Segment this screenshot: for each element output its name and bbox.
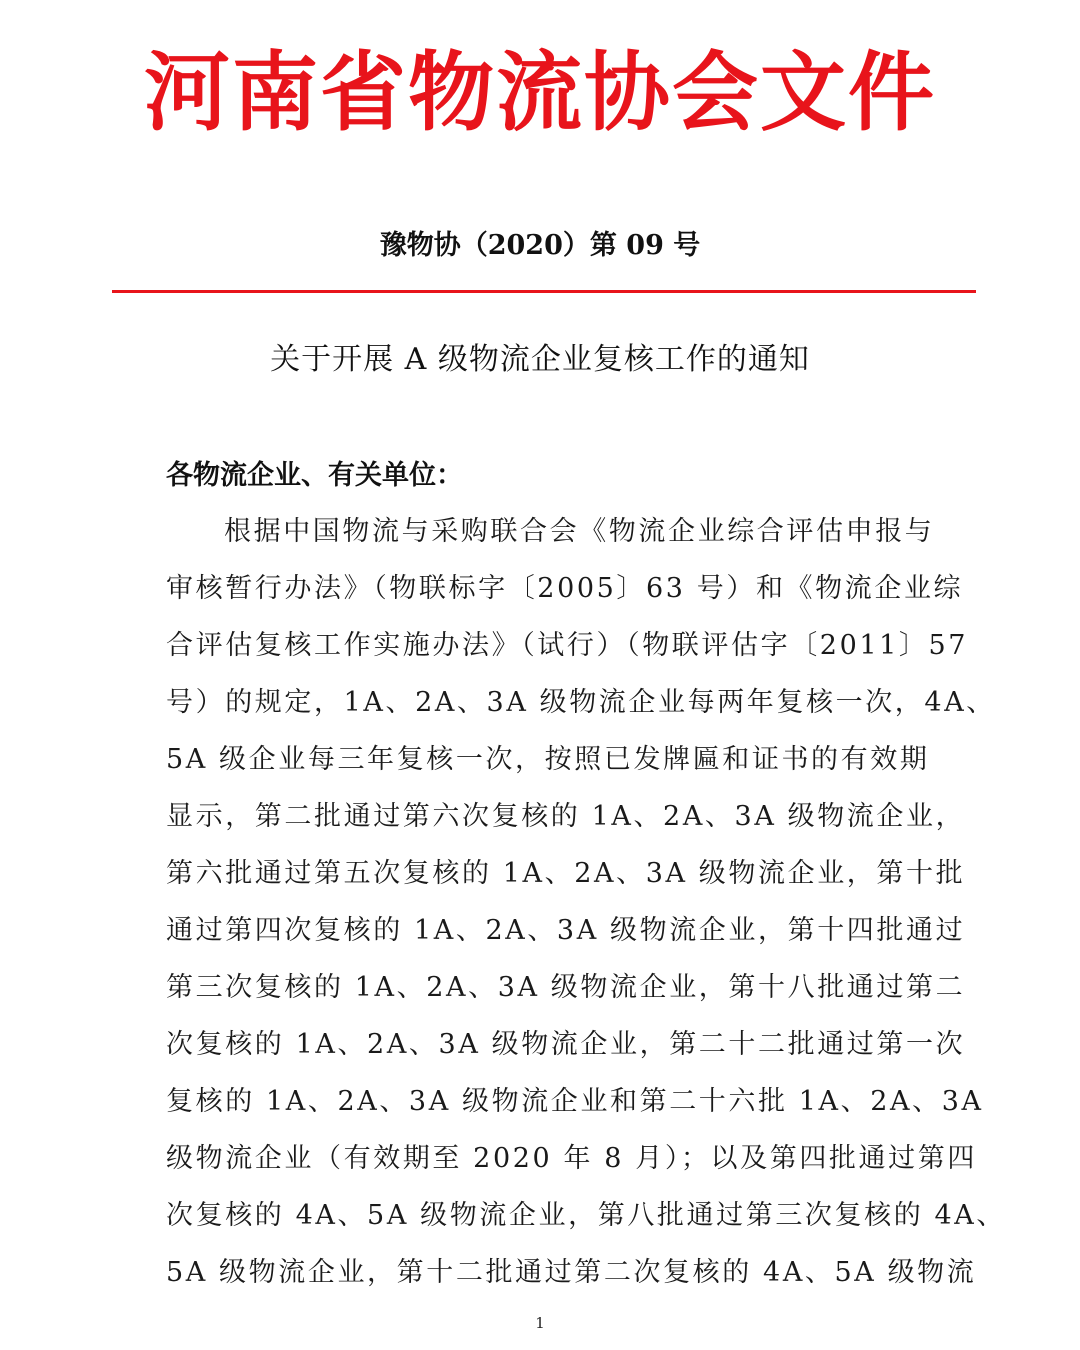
body-line: 5A 级物流企业，第十二批通过第二次复核的 4A、5A 级物流 [166,1257,977,1288]
body-line: 第六批通过第五次复核的 1A、2A、3A 级物流企业，第十批 [166,858,966,889]
body-line: 根据中国物流与采购联合会《物流企业综合评估申报与 [224,516,935,547]
body-line: 第三次复核的 1A、2A、3A 级物流企业，第十八批通过第二 [166,972,966,1003]
body-line: 审核暂行办法》（物联标字〔2005〕63 号）和《物流企业综 [166,573,964,604]
body-line: 次复核的 4A、5A 级物流企业，第八批通过第三次复核的 4A、 [166,1200,1006,1231]
body-line: 复核的 1A、2A、3A 级物流企业和第二十六批 1A、2A、3A [166,1086,984,1117]
salutation: 各物流企业、有关单位： [166,460,463,491]
masthead-title: 河南省物流协会文件 [144,42,936,143]
body-line: 5A 级企业每三年复核一次，按照已发牌匾和证书的有效期 [166,744,930,775]
body-line: 级物流企业（有效期至 2020 年 8 月）；以及第四批通过第四 [166,1143,977,1174]
page-number: 1 [535,1314,545,1332]
body-text [166,510,1006,1308]
body-line: 通过第四次复核的 1A、2A、3A 级物流企业，第十四批通过 [166,915,966,946]
body-line: 号）的规定，1A、2A、3A 级物流企业每两年复核一次，4A、 [166,687,996,718]
red-divider-line [112,290,976,293]
notice-title: 关于开展 A 级物流企业复核工作的通知 [270,342,810,377]
body-line: 次复核的 1A、2A、3A 级物流企业，第二十二批通过第一次 [166,1029,966,1060]
body-line: 显示，第二批通过第六次复核的 1A、2A、3A 级物流企业， [166,801,966,832]
body-line: 合评估复核工作实施办法》（试行）（物联评估字〔2011〕57 [166,630,969,661]
document-number: 豫物协（2020）第 09 号 [379,230,701,261]
